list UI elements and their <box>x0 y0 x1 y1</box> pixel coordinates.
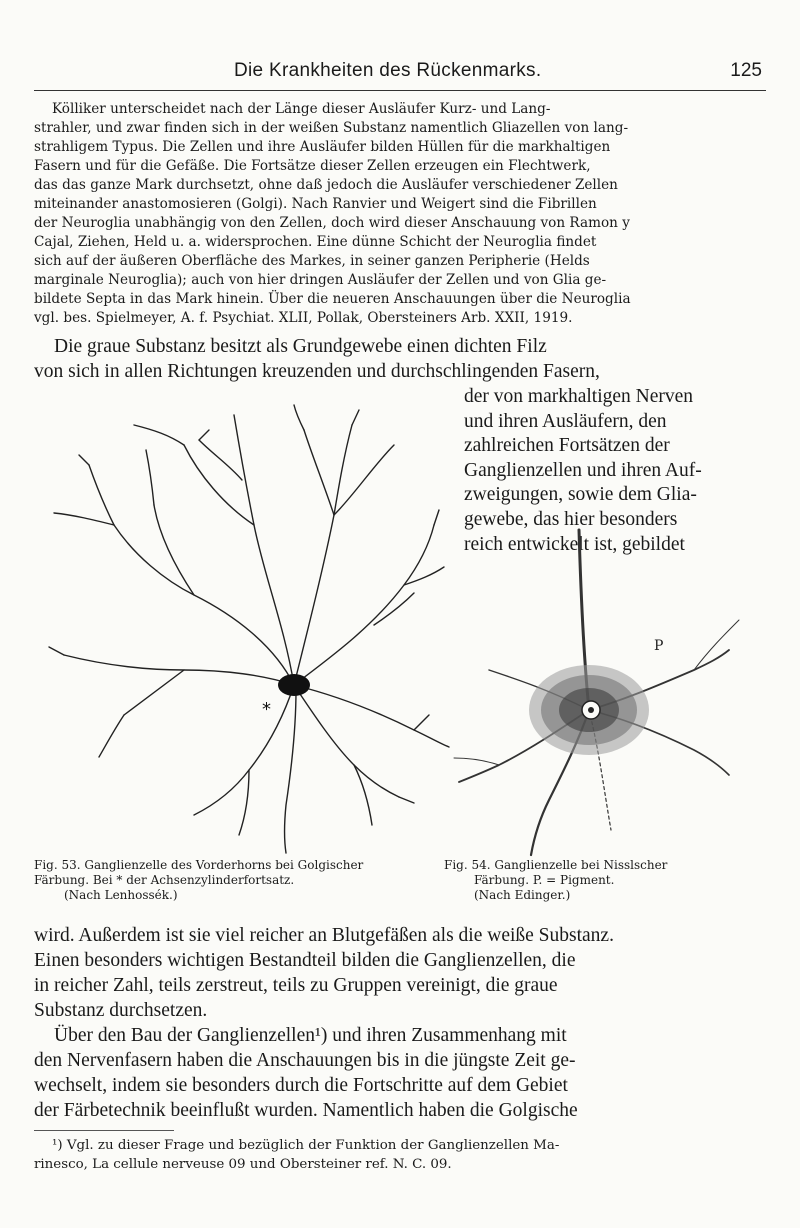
caption-line: Färbung. P. = Pigment. <box>474 873 615 887</box>
figure-54-nissl-cell <box>439 520 766 860</box>
figure-53-golgi-cell <box>34 385 454 855</box>
footnote-line: ¹) Vgl. zu dieser Frage und bezüglich der Funktion der Ganglienzellen Ma- <box>52 1138 560 1153</box>
text-line: strahligem Typus. Die Zellen und ihre Ausläufer bilden Hüllen für die markhaltigen <box>34 139 611 155</box>
nissl-cell-illustration <box>439 520 766 860</box>
text-line: Fasern und für die Gefäße. Die Fortsätze dieser Zellen erzeugen ein Flechtwerk, <box>34 158 591 174</box>
book-page <box>34 0 766 1228</box>
running-title: Die Krankheiten des Rückenmarks. <box>234 60 542 81</box>
text-line: gewebe, das hier besonders <box>464 509 678 530</box>
text-line: von sich in allen Richtungen kreuzenden und durchschlingenden Fasern, <box>34 361 600 382</box>
axon-marker: * <box>262 699 271 720</box>
text-line: den Nervenfasern haben die Anschauungen bis in die jüngste Zeit ge- <box>34 1050 576 1071</box>
text-line: reich entwickelt ist, gebildet <box>464 534 685 555</box>
text-line: Ganglienzellen und ihren Auf- <box>464 460 702 481</box>
text-line: und ihren Ausläufern, den <box>464 411 667 432</box>
caption-line: (Nach Edinger.) <box>474 888 571 902</box>
text-line: der Neuroglia unabhängig von den Zellen, doch wird dieser Anschauung von Ramon y <box>34 215 630 231</box>
page-number: 125 <box>730 60 762 81</box>
text-line: Einen besonders wichtigen Bestandteil bilden die Ganglienzellen, die <box>34 950 576 971</box>
text-line: miteinander anastomosieren (Golgi). Nach Ranvier und Weigert sind die Fibrillen <box>34 196 597 212</box>
text-line: marginale Neuroglia); auch von hier dringen Ausläufer der Zellen und von Glia ge- <box>34 272 607 288</box>
text-line: Die graue Substanz besitzt als Grundgewebe einen dichten Filz <box>54 336 547 357</box>
text-line: vgl. bes. Spielmeyer, A. f. Psychiat. XLII, Pollak, Obersteiners Arb. XXII, 1919. <box>34 310 573 326</box>
text-line: Kölliker unterscheidet nach der Länge dieser Ausläufer Kurz- und Lang- <box>52 101 551 117</box>
text-line: in reicher Zahl, teils zerstreut, teils zu Gruppen vereinigt, die graue <box>34 975 558 996</box>
text-line: Substanz durchsetzen. <box>34 1000 208 1021</box>
text-line: wird. Außerdem ist sie viel reicher an Blutgefäßen als die weiße Substanz. <box>34 925 614 946</box>
running-head <box>34 60 766 91</box>
golgi-cell-illustration <box>34 385 454 855</box>
pigment-marker: P <box>654 638 664 654</box>
caption-line: (Nach Lenhossék.) <box>64 888 178 902</box>
footnote-rule <box>34 1130 174 1131</box>
text-line: bildete Septa in das Mark hinein. Über die neueren Anschauungen über die Neuroglia <box>34 291 631 307</box>
text-line: der Färbetechnik beeinflußt wurden. Namentlich haben die Golgische <box>34 1100 578 1121</box>
text-line: Über den Bau der Ganglienzellen¹) und ihren Zusammenhang mit <box>54 1025 567 1046</box>
text-line: Cajal, Ziehen, Held u. a. widersprochen. Eine dünne Schicht der Neuroglia findet <box>34 234 597 250</box>
text-line: das das ganze Mark durchsetzt, ohne daß jedoch die Ausläufer verschiedener Zellen <box>34 177 618 193</box>
text-line: der von markhaltigen Nerven <box>464 386 694 407</box>
text-line: sich auf der äußeren Oberfläche des Markes, in seiner ganzen Peripherie (Helds <box>34 253 590 269</box>
footnote-line: rinesco, La cellule nerveuse 09 und Obersteiner ref. N. C. 09. <box>34 1157 452 1172</box>
text-line: wechselt, indem sie besonders durch die Fortschritte auf dem Gebiet <box>34 1075 568 1096</box>
caption-line: Färbung. Bei * der Achsenzylinderfortsatz. <box>34 873 295 887</box>
text-line: strahler, und zwar finden sich in der weißen Substanz namentlich Gliazellen von lang- <box>34 120 629 136</box>
text-line: zweigungen, sowie dem Glia- <box>464 484 697 505</box>
caption-line: Fig. 54. Ganglienzelle bei Nisslscher <box>444 858 668 872</box>
caption-line: Fig. 53. Ganglienzelle des Vorderhorns bei Golgischer <box>34 858 364 872</box>
text-line: zahlreichen Fortsätzen der <box>464 435 670 456</box>
